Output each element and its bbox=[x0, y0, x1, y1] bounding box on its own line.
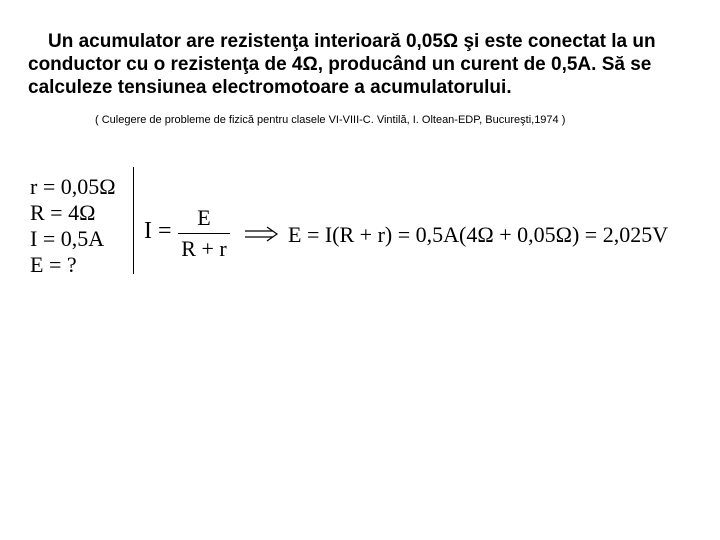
source-citation: ( Culegere de probleme de fizică pentru clasele VI-VIII-C. Vintilă, I. Oltean-EDP, Bucureşti,1974 ) bbox=[95, 114, 566, 126]
fraction-denominator: R + r bbox=[181, 236, 227, 261]
ohm-law-fraction bbox=[178, 205, 230, 262]
fraction-numerator: E bbox=[197, 205, 211, 230]
given-item: I = 0,5A bbox=[30, 226, 105, 251]
separator-line bbox=[133, 167, 134, 274]
given-item: r = 0,05Ω bbox=[30, 174, 116, 199]
given-item: E = ? bbox=[30, 252, 77, 277]
given-item: R = 4Ω bbox=[30, 200, 96, 225]
solution-equation: E = I(R + r) = 0,5A(4Ω + 0,05Ω) = 2,025V bbox=[288, 222, 669, 247]
fraction-bar bbox=[178, 233, 230, 234]
formula-lhs: I = bbox=[144, 218, 172, 244]
given-data-list bbox=[30, 174, 130, 278]
problem-statement: Un acumulator are rezistenţa interioară 0,05Ω şi este conectat la un conductor cu o rezistenţa de 4Ω, producând un curent de 0,5A. Să se calculeze tensiunea electromotoare a acumulatorului. bbox=[28, 31, 656, 98]
implies-arrow-icon bbox=[245, 226, 279, 247]
